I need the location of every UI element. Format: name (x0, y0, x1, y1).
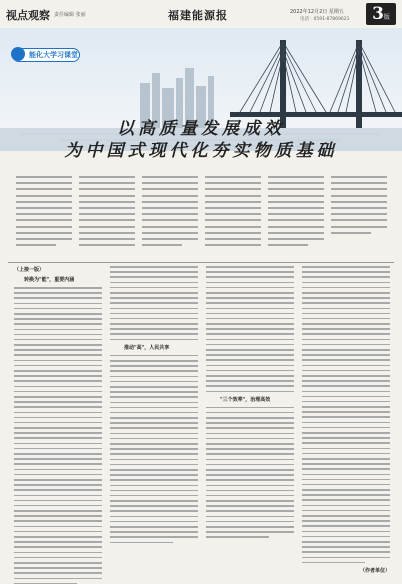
page-number: 3 (372, 4, 384, 24)
upper-article-body (16, 176, 388, 254)
lower-column-2 (110, 266, 198, 556)
lecture-badge (12, 48, 80, 62)
badge-text: 能化大学习课堂 (29, 51, 78, 59)
section-heading: （上接一版） (14, 267, 45, 273)
date-line: 2022年12月2日 星期五 (290, 9, 344, 15)
badge-dot-icon (11, 47, 25, 61)
upper-column (79, 176, 135, 254)
upper-column (331, 176, 387, 254)
upper-column (142, 176, 198, 254)
section-name: 视点观察 (6, 9, 50, 22)
upper-column (205, 176, 261, 254)
section-meta: 责任编辑 张丽 (54, 12, 86, 18)
headline (60, 118, 342, 162)
section-heading: 推动"高"，人民共享 (124, 344, 170, 351)
section-heading: 转换为"能"，重要内涵 (24, 277, 75, 283)
headline-line1: 以高质量发展成效 (117, 119, 285, 139)
section-heading: "三个效率"，治理高效 (220, 396, 271, 403)
author-note: （作者单位） (359, 567, 390, 574)
contact-line: 电话：0591-87869621 (300, 17, 350, 22)
section-divider (8, 262, 394, 263)
upper-column (268, 176, 324, 254)
page-label: 版 (383, 14, 390, 21)
upper-column (16, 176, 72, 254)
masthead (0, 0, 402, 29)
lower-column-4 (302, 266, 390, 574)
paper-name: 福建能源报 (168, 9, 228, 22)
lower-column-1 (14, 266, 102, 556)
headline-line2: 为中国式现代化夯实物质基础 (64, 141, 338, 161)
lower-column-3 (206, 266, 294, 556)
page-number-badge (366, 3, 396, 25)
